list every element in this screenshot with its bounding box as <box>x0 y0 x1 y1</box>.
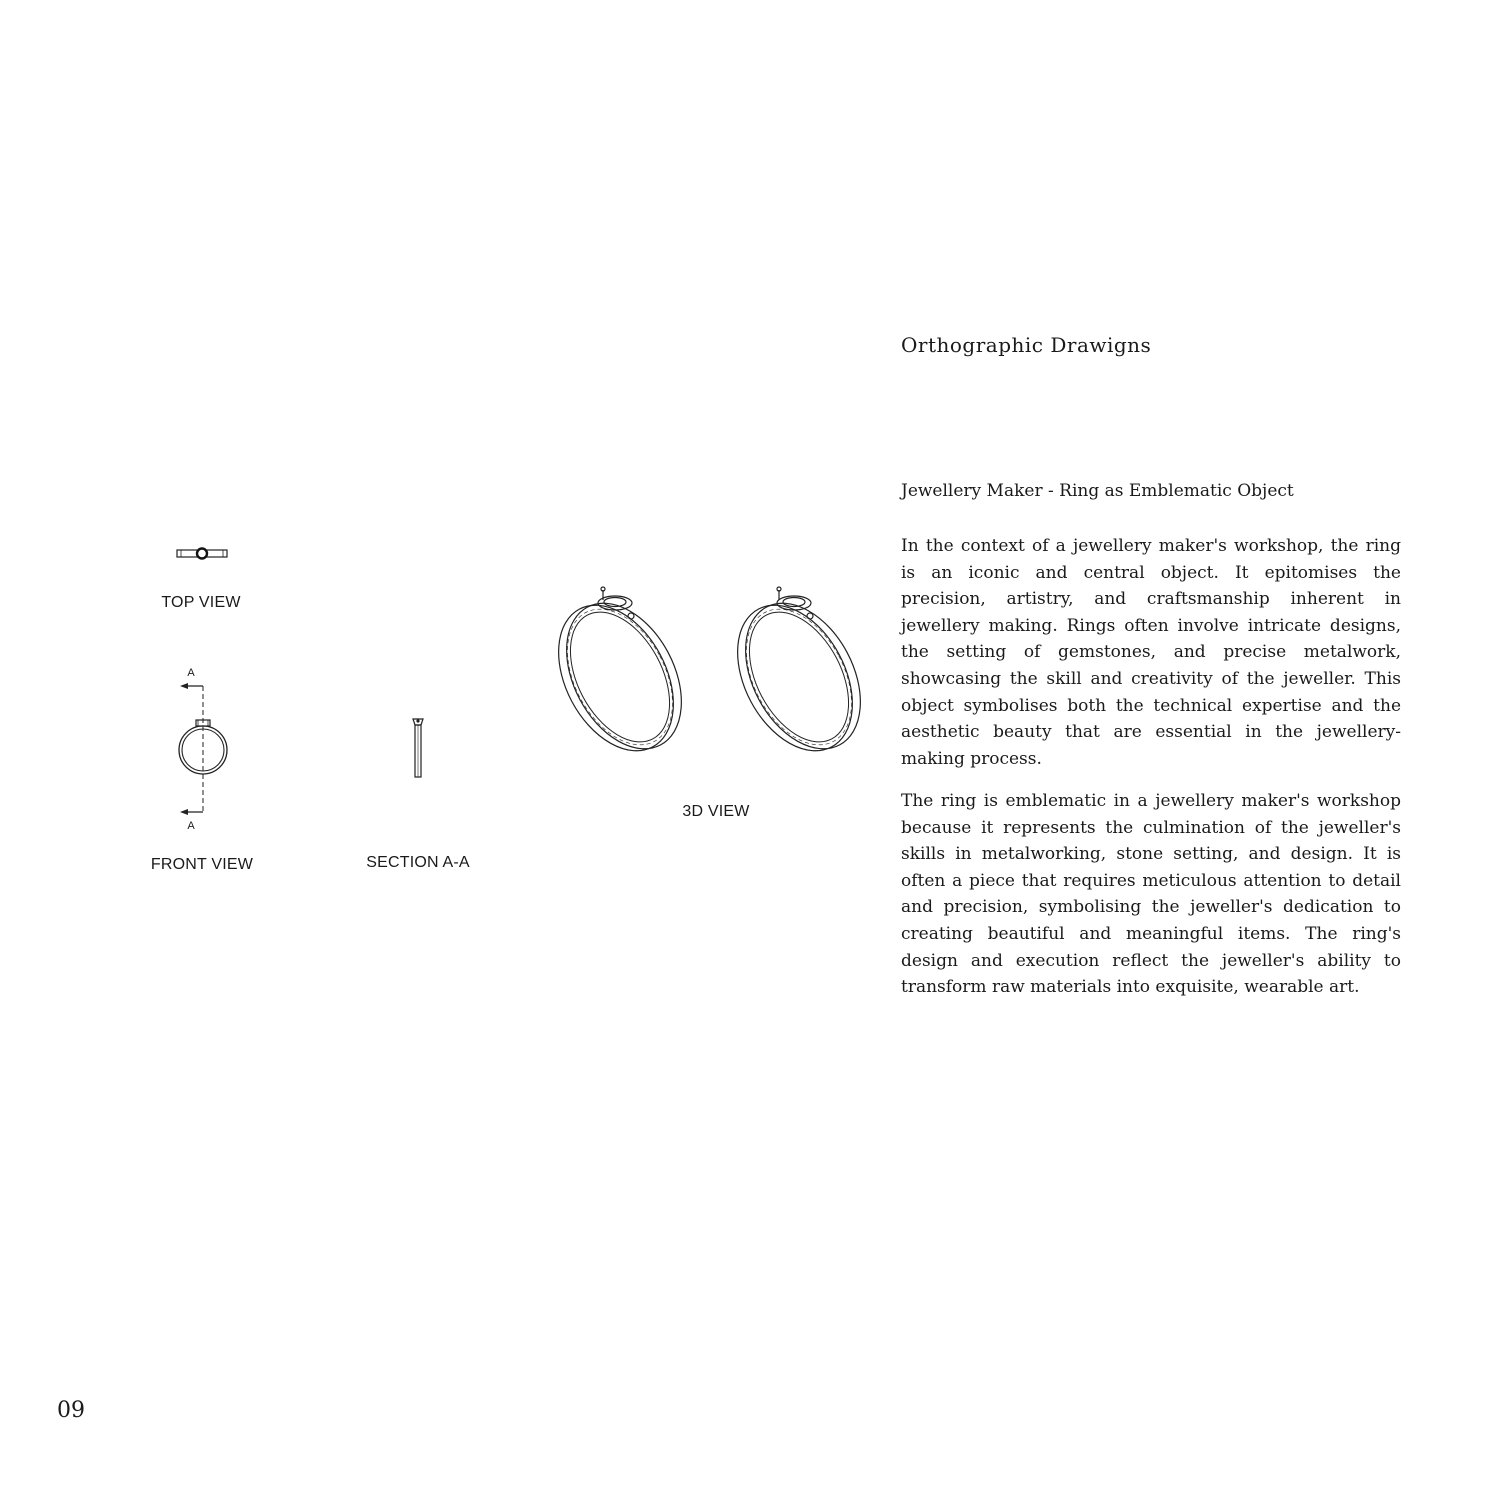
top-view-label: TOP VIEW <box>161 594 241 611</box>
front-view-label: FRONT VIEW <box>150 856 254 873</box>
3d-view-drawing-right <box>727 582 867 762</box>
section-view-label: SECTION A-A <box>366 854 470 871</box>
section-marker-bottom: A <box>187 820 195 832</box>
top-view-drawing <box>170 544 232 564</box>
subtitle: Jewellery Maker - Ring as Emblematic Object <box>901 481 1294 501</box>
section-marker-top: A <box>187 667 195 679</box>
section-heading: Orthographic Drawigns <box>901 333 1152 357</box>
front-view-drawing <box>170 680 234 820</box>
page-number: 09 <box>57 1398 85 1423</box>
3d-view-label: 3D VIEW <box>682 803 750 820</box>
3d-view-drawing-left <box>548 582 688 762</box>
body-paragraph-2: The ring is emblematic in a jewellery maker's workshop because it represents the culmination of the jeweller's skills in metalworking, stone setting, and design. It is often a piece that requires meticulous attention to detail and precision, symbolising the jeweller's dedication to creating beautiful and meaningful items. The ring's design and execution reflect the jeweller's ability to transform raw materials into exquisite, wearable art. <box>901 791 1401 998</box>
section-view-drawing <box>406 716 430 782</box>
body-paragraph-1: In the context of a jewellery maker's workshop, the ring is an iconic and central object. It epitomises the precision, artistry, and craftsmanship inherent in jewellery making. Rings often involve intricate designs, the setting of gemstones, and precise metalwork, showcasing the skill and creativity of the jeweller. This object symbolises both the technical expertise and the aesthetic beauty that are essential in the jewellery-making process. <box>901 536 1401 769</box>
